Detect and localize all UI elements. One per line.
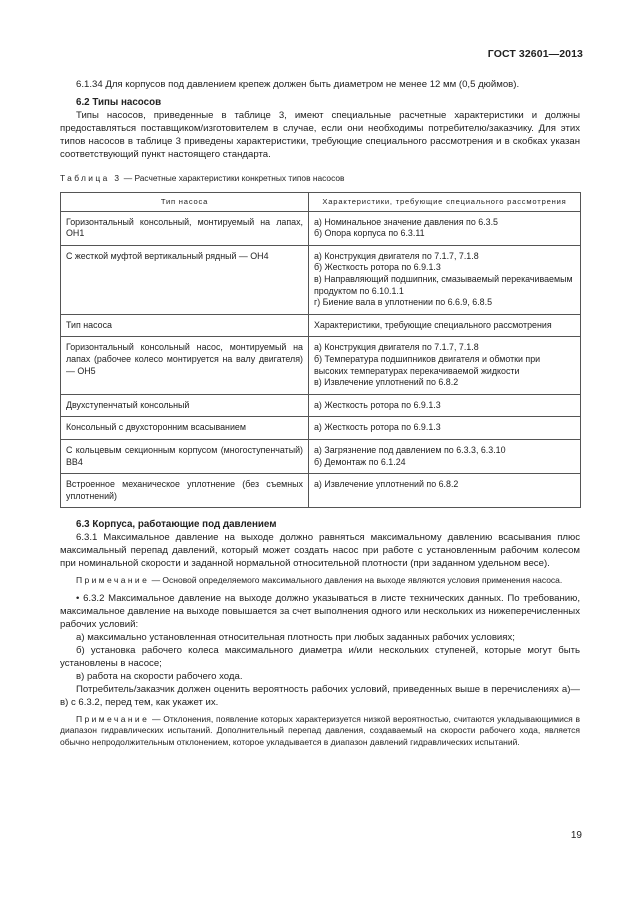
feature-line: а) Номинальное значение давления по 6.3.5 <box>314 216 498 227</box>
table-3 <box>60 192 581 508</box>
table-row <box>61 337 581 394</box>
standard-header: ГОСТ 32601—2013 <box>487 48 583 60</box>
list-item-c: в) работа на скорости рабочего хода. <box>76 670 243 682</box>
list-item-a: а) максимально установленная относительная плотность при любых заданных рабочих условиях; <box>76 631 515 643</box>
page-content <box>60 78 580 748</box>
features-cell <box>309 314 581 337</box>
table-caption <box>60 172 580 185</box>
pump-type-cell: Тип насоса <box>61 314 309 337</box>
feature-line: а) Жесткость ротора по 6.9.1.3 <box>314 422 441 433</box>
features-cell <box>309 417 581 440</box>
paragraph-consumer: Потребитель/заказчик должен оценить вероятность рабочих условий, приведенных выше в перечислениях а)—в) с 6.3.2, перед тем, как укажет их. <box>60 683 580 708</box>
feature-line: а) Загрязнение под давлением по 6.3.3, 6.3.10 <box>314 444 506 455</box>
table-row <box>61 439 581 473</box>
table-row <box>61 211 581 245</box>
table-row <box>61 474 581 508</box>
features-cell <box>309 211 581 245</box>
table-row <box>61 394 581 417</box>
feature-line: в) Направляющий подшипник, смазываемый перекачиваемым продуктом по 6.10.1.1 <box>314 273 573 296</box>
feature-line: а) Жесткость ротора по 6.9.1.3 <box>314 399 441 410</box>
feature-line: а) Конструкция двигателя по 7.1.7, 7.1.8 <box>314 342 479 353</box>
feature-line: в) Извлечение уплотнений по 6.8.2 <box>314 377 459 388</box>
page-number: 19 <box>570 830 582 841</box>
pump-type-cell: Горизонтальный консольный, монтируемый на лапах, OH1 <box>61 211 309 245</box>
table-row <box>61 417 581 440</box>
features-cell <box>309 474 581 508</box>
table-row <box>61 314 581 337</box>
note-2 <box>60 714 580 749</box>
feature-line: б) Демонтаж по 6.1.24 <box>314 456 406 467</box>
table-row <box>61 245 581 314</box>
table-header-row <box>61 193 581 212</box>
pump-type-cell: С кольцевым секционным корпусом (многоступенчатый) BB4 <box>61 439 309 473</box>
feature-line: г) Биение вала в уплотнении по 6.6.9, 6.8.5 <box>314 297 493 308</box>
pump-type-cell: С жесткой муфтой вертикальный рядный — OH4 <box>61 245 309 314</box>
features-cell <box>309 245 581 314</box>
section-6-3-title: 6.3 Корпуса, работающие под давлением <box>76 519 277 531</box>
feature-line: б) Жесткость ротора по 6.9.1.3 <box>314 262 441 273</box>
features-cell <box>309 439 581 473</box>
feature-line: Характеристики, требующие специального рассмотрения <box>314 319 552 330</box>
feature-line: б) Температура подшипников двигателя и обмотки при высоких температурах перекачиваемой жидкости <box>314 353 541 376</box>
table-body <box>61 211 581 508</box>
paragraph-6-3-2: • 6.3.2 Максимальное давление на выходе должно указываться в листе технических данных. По требованию, максимальное давление на выходе повышается за счет выполнения одного или нескольких из нижеперечисленных рабочих условий: <box>60 592 580 630</box>
note-1 <box>60 575 580 587</box>
note-2-text: — Отклонения, появление которых характеризуется низкой вероятностью, считаются укладывающимися в диапазон гидравлических испытаний. Дополнительный перепад давления, создаваемый на скорости рабочего хода, является обычно непродолжительным отклонением, которое укладывается в диапазон давлений гидравлических испытаний. <box>60 713 580 747</box>
pump-type-cell: Горизонтальный консольный насос, монтируемый на лапах (рабочее колесо монтируется на валу двигателя) — OH5 <box>61 337 309 394</box>
note-1-label: Примечание <box>76 575 150 586</box>
note-2-label: Примечание <box>76 713 150 724</box>
paragraph-6-1-34: 6.1.34 Для корпусов под давлением крепеж должен быть диаметром не менее 12 мм (0,5 дюймов). <box>76 79 520 90</box>
feature-line: а) Извлечение уплотнений по 6.8.2 <box>314 479 459 490</box>
pump-type-cell: Встроенное механическое уплотнение (без съемных уплотнений) <box>61 474 309 508</box>
pump-type-cell: Консольный с двухсторонним всасыванием <box>61 417 309 440</box>
feature-line: б) Опора корпуса по 6.3.11 <box>314 228 425 239</box>
section-6-2-body: Типы насосов, приведенные в таблице 3, имеют специальные расчетные характеристики и должны предоставляться поставщиком/изготовителем в случае, если они необходимы потребителю/заказчику. Для этих типов насосов в таблице 3 приведены характеристики, требующие специального рассмотрения и в скобках указан соответствующий пункт настоящего стандарта. <box>60 110 580 160</box>
note-1-text: — Основой определяемого максимального давления на выходе являются условия применения насоса. <box>149 575 563 586</box>
feature-line: а) Конструкция двигателя по 7.1.7, 7.1.8 <box>314 250 479 261</box>
table-caption-label: Таблица 3 <box>60 173 122 183</box>
features-cell <box>309 337 581 394</box>
list-item-b: б) установка рабочего колеса максимального диаметра и/или нескольких ступеней, которые могут быть установлены в насосе; <box>60 644 580 669</box>
table-header-features: Характеристики, требующие специального рассмотрения <box>309 193 581 212</box>
table-header-type: Тип насоса <box>61 193 309 212</box>
section-6-2-title: 6.2 Типы насосов <box>76 97 162 108</box>
features-cell <box>309 394 581 417</box>
pump-type-cell: Двухступенчатый консольный <box>61 394 309 417</box>
paragraph-6-3-1: 6.3.1 Максимальное давление на выходе должно равняться максимальному давлению всасывания плюс максимальный перепад давлений, который может создать насос при работе с установленным рабочим колесом при номинальной скорости и заданной нормальной относительной плотности (при заданном удельном весе). <box>60 532 580 570</box>
table-caption-text: — Расчетные характеристики конкретных типов насосов <box>121 173 345 183</box>
